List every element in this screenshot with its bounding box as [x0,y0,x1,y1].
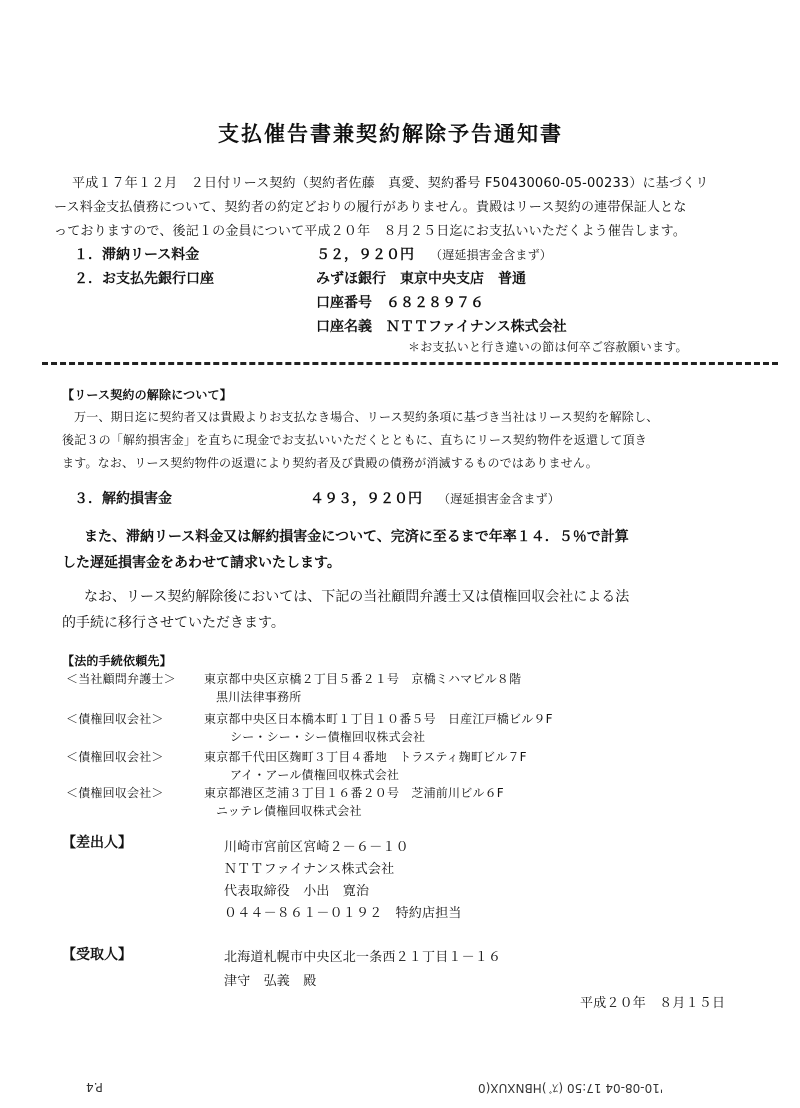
fax-transmission-line: '10-08-04 17:50 (ｽﾞ)HBNXUX(0 [478,1081,664,1095]
account-name: 口座名義 ＮＴＴファイナンス株式会社 [316,319,567,335]
recipient-name: 津守 弘義 殿 [224,974,317,989]
item1-amount: ５２，９２０円 [316,247,414,263]
sender-representative: 代表取締役 小出 寛治 [224,884,370,899]
item3-amount: ４９３，９２０円 [310,491,422,507]
cancel-line: ます。なお、リース契約物件の返還により契約者及び貴殿の債務が消滅するものではありません。 [62,456,598,470]
interest-line: また、滞納リース料金又は解約損害金について、完済に至るまで年率１４．５％で計算 [84,529,629,545]
interest-paragraph [62,524,629,576]
contact-address: 東京都中央区京橋２丁目５番２１号 京橋ミハマビル８階 [204,672,522,686]
contact-role: ＜債権回収会社＞ [66,750,164,764]
contact-name: アイ・アール債権回収株式会社 [230,768,400,782]
item3-label: ３．解約損害金 [74,491,172,507]
contact-address: 東京都港区芝浦３丁目１６番２０号 芝浦前川ビル６F [204,786,504,800]
cancel-line: 万一、期日迄に契約者又は貴殿よりお支払なき場合、リース契約条項に基づき当社はリース契約を解除し、 [74,410,659,424]
sender-company: ＮＴＴファイナンス株式会社 [224,862,395,877]
cancel-paragraph [62,406,658,475]
item2-label: ２．お支払先銀行口座 [74,271,214,287]
cancel-heading: 【リース契約の解除について】 [62,388,232,402]
contact-address: 東京都千代田区麹町３丁目４番地 トラスティ麹町ビル７F [204,750,527,764]
cancel-line: 後記３の「解約損害金」を直ちに現金でお支払いいただくとともに、直ちにリース契約物件を返還して頂き [62,433,648,447]
document-title: 支払催告書兼契約解除予告通知書 [218,122,563,146]
sender-label: 【差出人】 [62,835,132,851]
legal-line: 的手続に移行させていただきます。 [62,615,285,631]
separator-line [42,362,778,365]
contact-name: シー・シー・シー債権回収株式会社 [230,730,426,744]
intro-paragraph [54,172,709,244]
contact-role: ＜債権回収会社＞ [66,712,164,726]
item3-note: （遅延損害金含まず） [438,492,561,506]
intro-line: っておりますので、後記１の金員について平成２０年 ８月２５日迄にお支払いいただくよう催告します。 [54,224,687,239]
legal-paragraph [62,584,629,636]
contact-address: 東京都中央区日本橋本町１丁目１０番５号 日産江戸橋ビル９F [204,712,553,726]
contact-role: ＜当社顧問弁護士＞ [66,672,176,686]
legal-line: なお、リース契約解除後においては、下記の当社顧問弁護士又は債権回収会社による法 [84,589,630,605]
fax-page-number: P.4 [86,1080,103,1094]
sender-phone: ０４４－８６１－０１９２ 特約店担当 [224,906,462,921]
bank-name: みずほ銀行 東京中央支店 普通 [316,271,526,287]
legal-heading: 【法的手続依頼先】 [62,654,172,668]
contact-name: ニッテレ債権回収株式会社 [216,804,362,818]
account-number: 口座番号 ６８２８９７６ [316,295,484,311]
recipient-address: 北海道札幌市中央区北一条西２１丁目１－１６ [224,950,502,965]
item1-note: （遅延損害金含まず） [430,248,553,262]
recipient-label: 【受取人】 [62,947,132,963]
item1-label: １．滞納リース料金 [74,247,200,263]
intro-line: ース料金支払債務について、契約者の約定どおりの履行がありません。貴殿はリース契約の連帯保証人とな [54,200,687,215]
issue-date: 平成２０年 ８月１５日 [580,996,726,1011]
contact-name: 黒川法律事務所 [216,690,302,704]
payment-note: ＊お支払いと行き違いの節は何卒ご容赦願います。 [408,340,688,354]
sender-address: 川崎市宮前区宮崎２－６－１０ [224,840,409,855]
interest-line: した遅延損害金をあわせて請求いたします。 [62,555,341,571]
contact-role: ＜債権回収会社＞ [66,786,164,800]
intro-line: 平成１７年１２月 ２日付リース契約（契約者佐藤 真愛、契約番号 F50430060-05-00233）に基づくリ [72,176,709,191]
